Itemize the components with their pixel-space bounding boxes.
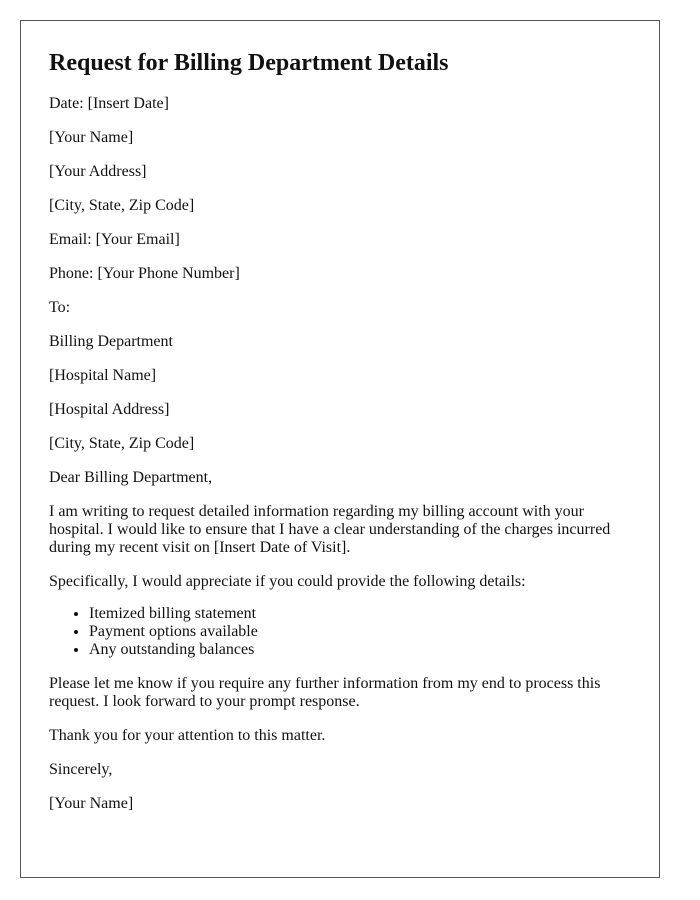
recipient-department: Billing Department [49, 333, 173, 350]
sender-address: [Your Address] [49, 163, 147, 180]
body-paragraph-2: Specifically, I would appreciate if you could provide the following details: [49, 573, 526, 590]
signature-name: [Your Name] [49, 795, 134, 812]
body-paragraph-1: I am writing to request detailed information regarding my billing account with your hospital. I would like to ensure that I have a clear understanding of the charges incurred during my recent visit on [Insert Date of Visit]. [49, 503, 611, 556]
body-paragraph-4: Thank you for your attention to this matter. [49, 727, 326, 744]
recipient-hospital-address: [Hospital Address] [49, 401, 170, 418]
sender-phone: Phone: [Your Phone Number] [49, 265, 240, 282]
letter-document [20, 20, 660, 878]
details-list [49, 605, 631, 659]
recipient-city-state-zip: [City, State, Zip Code] [49, 435, 195, 452]
list-item: • Any outstanding balances [89, 641, 631, 659]
body-paragraph-3: Please let me know if you require any further information from my end to process this request. I look forward to your prompt response. [49, 675, 601, 710]
letter-title: Request for Billing Department Details [49, 50, 449, 76]
sender-city-state-zip: [City, State, Zip Code] [49, 197, 195, 214]
salutation: Dear Billing Department, [49, 469, 213, 486]
sender-email: Email: [Your Email] [49, 231, 180, 248]
list-item: • Itemized billing statement [89, 605, 631, 623]
to-label: To: [49, 299, 71, 316]
closing: Sincerely, [49, 761, 113, 778]
list-item: • Payment options available [89, 623, 631, 641]
sender-name: [Your Name] [49, 129, 134, 146]
recipient-hospital-name: [Hospital Name] [49, 367, 157, 384]
date-line: Date: [Insert Date] [49, 95, 169, 112]
